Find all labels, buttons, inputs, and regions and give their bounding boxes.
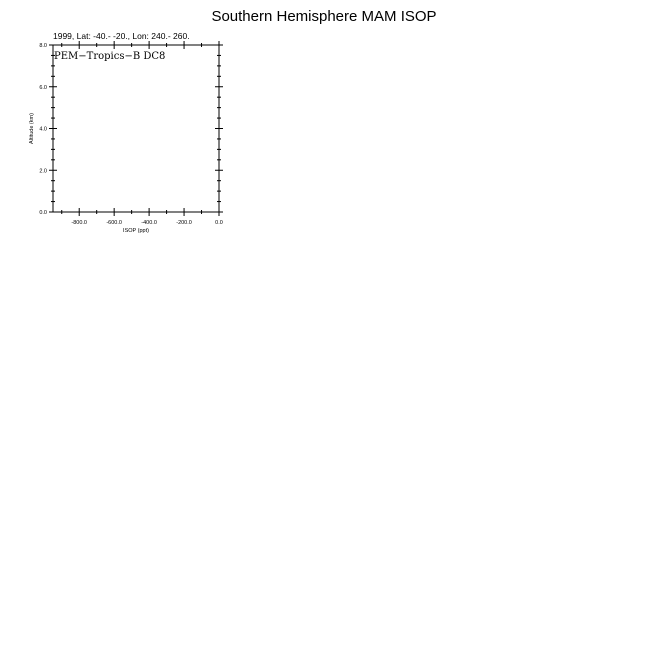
chart-annotation: PEM−Tropics−B DC8 [54,51,166,62]
tick-labels [39,43,222,226]
y-tick-label: 8.0 [39,43,47,49]
x-tick-label: -800.0 [71,220,88,226]
x-tick-label: -400.0 [141,220,157,226]
x-tick-label: 0.0 [215,220,223,226]
axis-ticks [49,41,223,216]
y-tick-label: 2.0 [39,168,47,175]
page-title: Southern Hemisphere MAM ISOP [211,8,437,25]
x-tick-label: -200.0 [176,220,192,226]
x-axis-label: ISOP (ppt) [123,228,149,234]
chart-subtitle: 1999, Lat: -40.- -20., Lon: 240.- 260. [53,31,190,41]
y-tick-label: 6.0 [39,84,47,91]
x-tick-label: -600.0 [106,220,122,226]
y-axis-label: Altitude (km) [29,113,35,144]
y-tick-label: 0.0 [39,210,47,216]
y-tick-label: 4.0 [39,126,47,133]
plot-frame [53,45,219,212]
